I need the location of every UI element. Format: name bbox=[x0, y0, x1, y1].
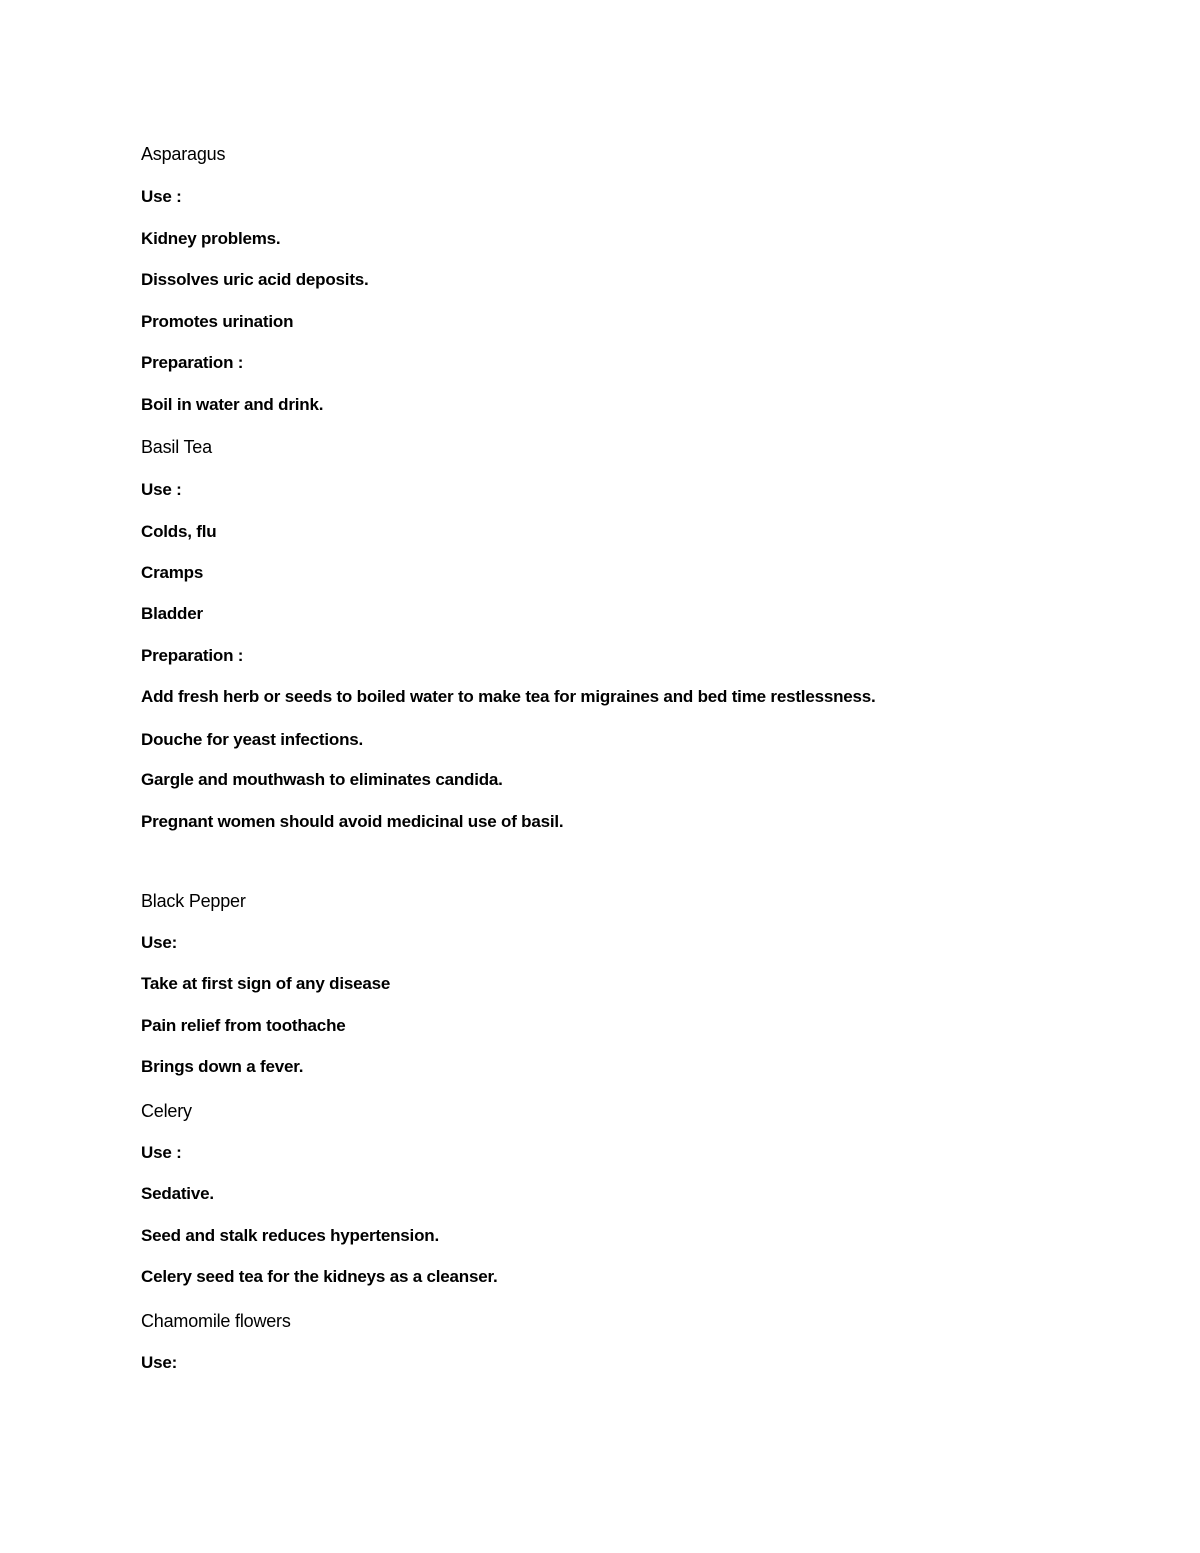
text-line: Sedative. bbox=[141, 1184, 214, 1203]
text-line: Cramps bbox=[141, 563, 204, 582]
text-line: Boil in water and drink. bbox=[141, 395, 324, 414]
text-line: Preparation : bbox=[141, 353, 244, 372]
text-line: Douche for yeast infections. bbox=[141, 730, 364, 749]
text-line: Use: bbox=[141, 1353, 178, 1372]
text-line: Colds, flu bbox=[141, 522, 217, 541]
text-line: Dissolves uric acid deposits. bbox=[141, 270, 369, 289]
text-line: Add fresh herb or seeds to boiled water to make tea for migraines and bed time restlessness. bbox=[141, 687, 876, 706]
heading-asparagus: Asparagus bbox=[141, 144, 226, 164]
text-line: Use : bbox=[141, 187, 182, 206]
text-line: Take at first sign of any disease bbox=[141, 974, 391, 993]
text-line: Gargle and mouthwash to eliminates candida. bbox=[141, 770, 503, 789]
text-line: Seed and stalk reduces hypertension. bbox=[141, 1226, 439, 1245]
text-line: Brings down a fever. bbox=[141, 1057, 304, 1076]
text-line: Promotes urination bbox=[141, 312, 294, 331]
text-line: Pain relief from toothache bbox=[141, 1016, 346, 1035]
heading-black-pepper: Black Pepper bbox=[141, 891, 246, 911]
text-line: Celery seed tea for the kidneys as a cleanser. bbox=[141, 1267, 498, 1286]
text-line: Preparation : bbox=[141, 646, 244, 665]
heading-basil-tea: Basil Tea bbox=[141, 437, 212, 457]
text-line: Bladder bbox=[141, 604, 203, 623]
text-line: Kidney problems. bbox=[141, 229, 281, 248]
text-line: Use : bbox=[141, 1143, 182, 1162]
heading-celery: Celery bbox=[141, 1101, 192, 1121]
text-line: Use: bbox=[141, 933, 178, 952]
heading-chamomile-flowers: Chamomile flowers bbox=[141, 1311, 291, 1331]
text-line: Use : bbox=[141, 480, 182, 499]
text-line: Pregnant women should avoid medicinal use of basil. bbox=[141, 812, 564, 831]
